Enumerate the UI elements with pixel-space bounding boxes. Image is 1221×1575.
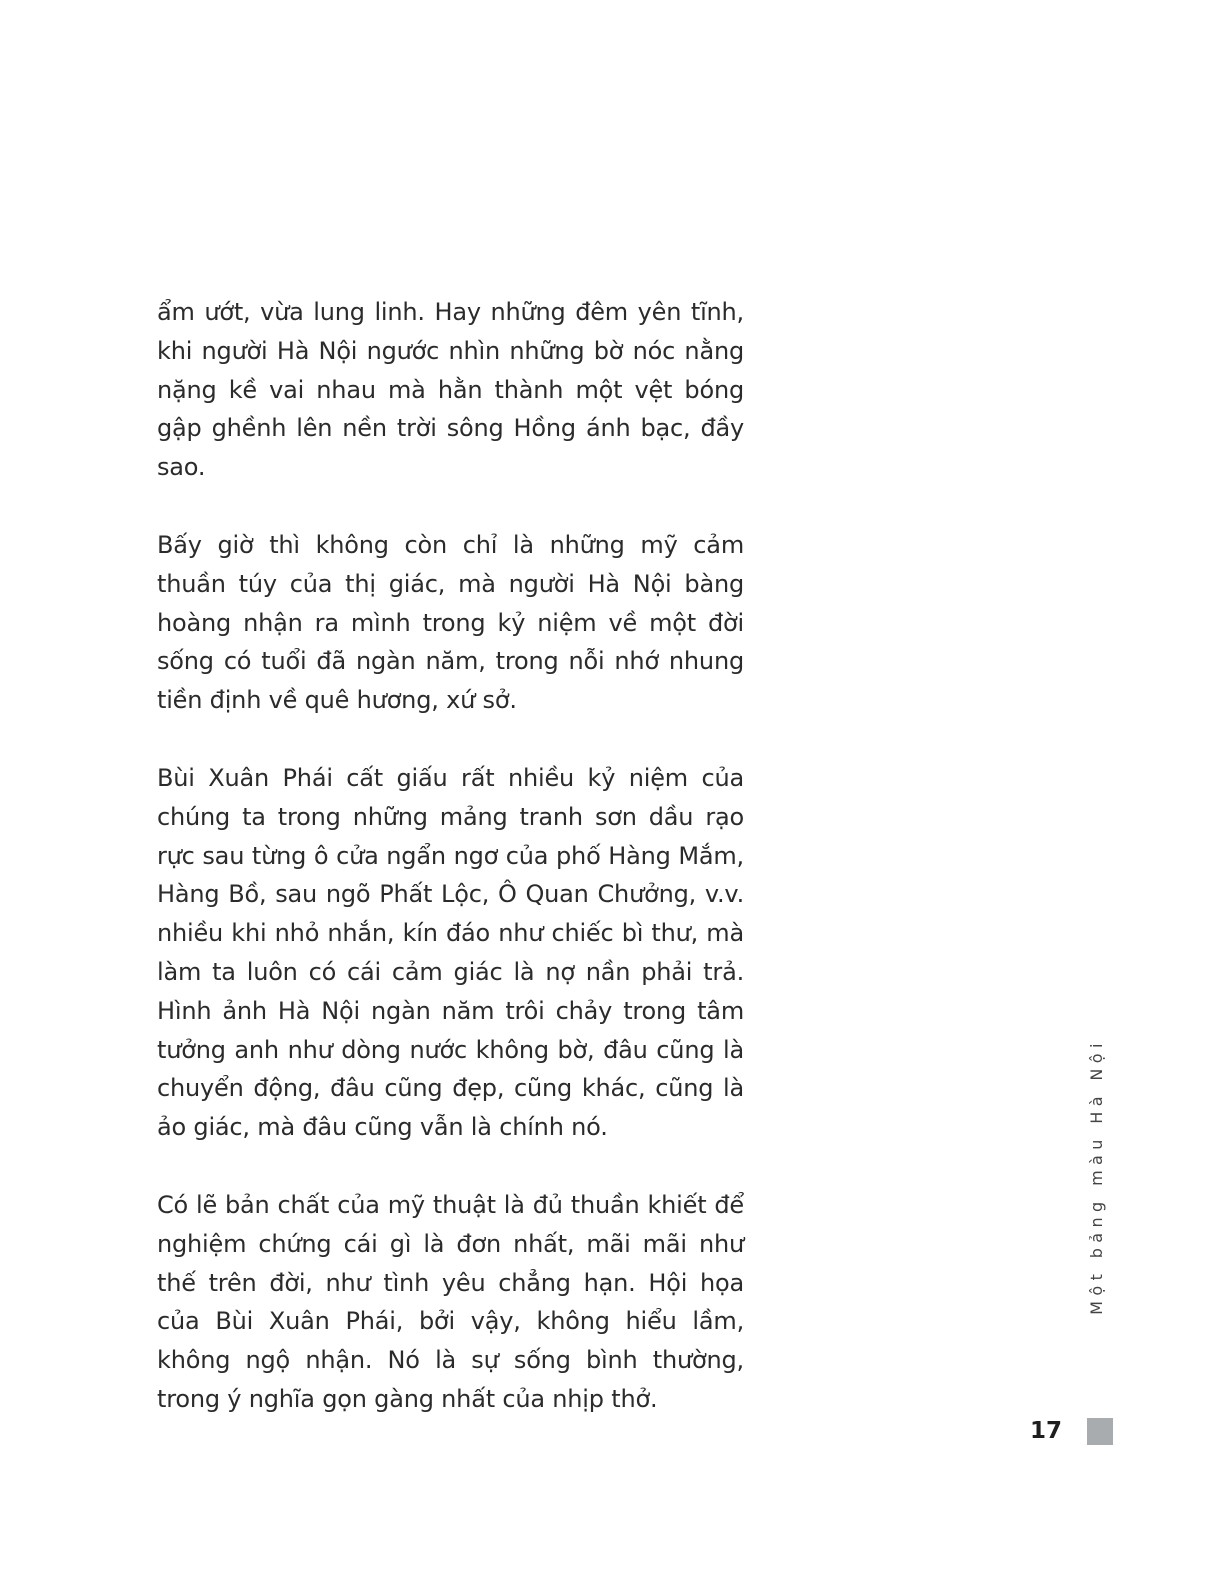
page-number: 17 [1030,1418,1063,1444]
page-marker [1087,1418,1113,1445]
running-title [1078,1020,1114,1332]
body-text [157,293,744,1458]
paragraph-4: Có lẽ bản chất của mỹ thuật là đủ thuần khiết để nghiệm chứng cái gì là đơn nhất, mãi mãi như thế trên đời, như tình yêu chẳng hạn. Hội họa của Bùi Xuân Phái, bởi vậy, không hiểu lầm, không ngộ nhận. Nó là sự sống bình thường, trong ý nghĩa gọn gàng nhất của nhịp thở. [157,1190,744,1413]
paragraph-2: Bấy giờ thì không còn chỉ là những mỹ cảm thuần túy của thị giác, mà người Hà Nội bàng hoàng nhận ra mình trong kỷ niệm về một đời sống có tuổi đã ngàn năm, trong nỗi nhớ nhung tiền định về quê hương, xứ sở. [157,530,744,715]
running-title-text: Một bảng màu Hà Nội [1086,1037,1106,1315]
paragraph-3: Bùi Xuân Phái cất giấu rất nhiều kỷ niệm của chúng ta trong những mảng tranh sơn dầu rạo rực sau từng ô cửa ngẩn ngơ của phố Hàng Mắm, Hàng Bồ, sau ngõ Phất Lộc, Ô Quan Chưởng, v.v. nhiều khi nhỏ nhắn, kín đáo như chiếc bì thư, mà làm ta luôn có cái cảm giác là nợ nần phải trả. Hình ảnh Hà Nội ngàn năm trôi chảy trong tâm tưởng anh như dòng nước không bờ, đâu cũng là chuyển động, đâu cũng đẹp, cũng khác, cũng là ảo giác, mà đâu cũng vẫn là chính nó. [157,763,744,1142]
paragraph-1: ẩm ướt, vừa lung linh. Hay những đêm yên tĩnh, khi người Hà Nội ngước nhìn những bờ nóc nằng nặng kề vai nhau mà hằn thành một vệt bóng gập ghềnh lên nền trời sông Hồng ánh bạc, đầy sao. [157,298,744,482]
